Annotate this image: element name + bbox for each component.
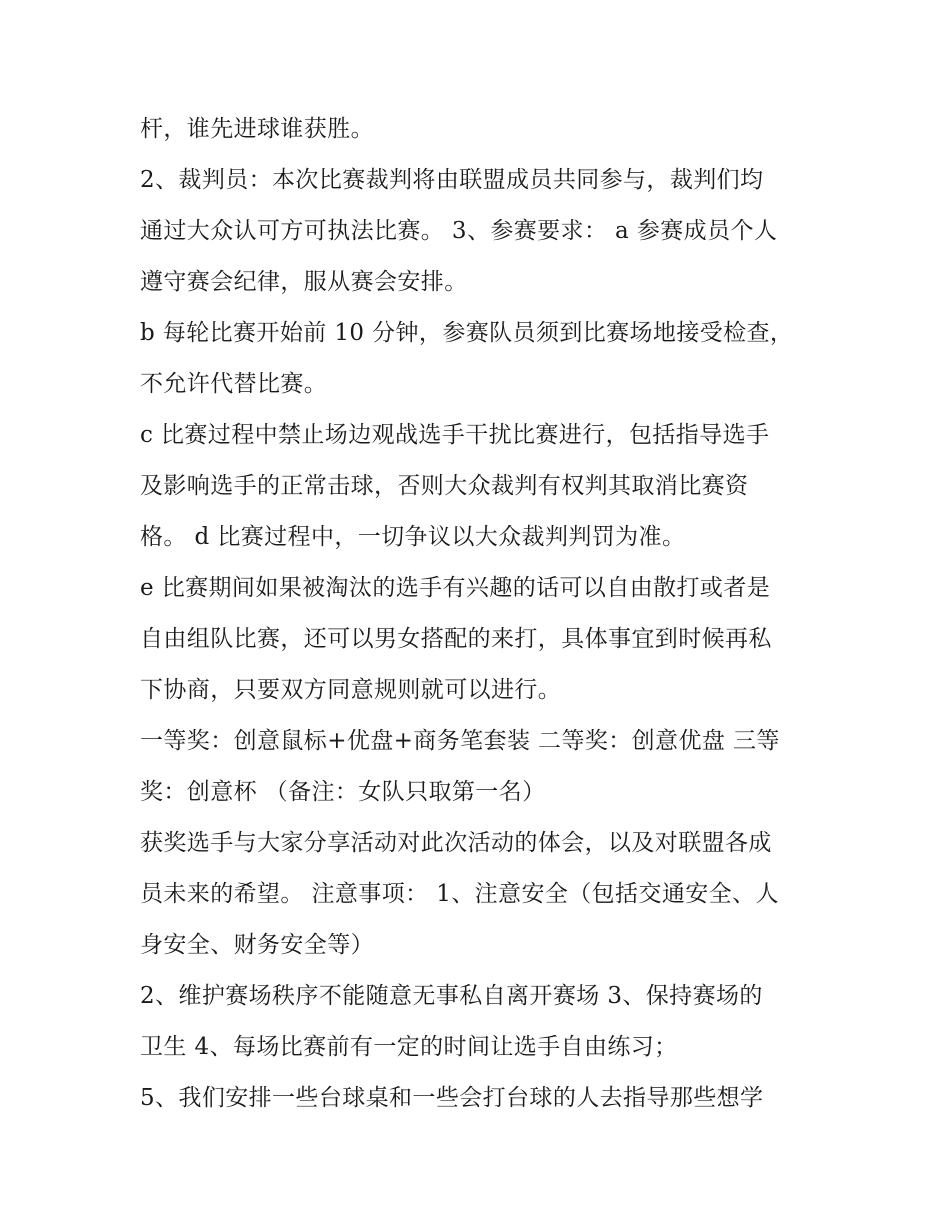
text-line: e 比赛期间如果被淘汰的选手有兴趣的话可以自由散打或者是 <box>140 575 771 601</box>
text-line: 奖：创意杯 （备注：女队只取第一名） <box>140 779 546 805</box>
text-line: 遵守赛会纪律，服从赛会安排。 <box>140 269 468 295</box>
text-line: 2、裁判员：本次比赛裁判将由联盟成员共同参与，裁判们均 <box>140 167 764 193</box>
text-line: 身安全、财务安全等） <box>140 932 374 958</box>
text-line: 5、我们安排一些台球桌和一些会打台球的人去指导那些想学 <box>140 1085 764 1111</box>
text-line: b 每轮比赛开始前 10 分钟，参赛队员须到比赛场地接受检查， <box>140 320 794 346</box>
text-line: 下协商，只要双方同意规则就可以进行。 <box>140 677 562 703</box>
text-line: 自由组队比赛，还可以男女搭配的来打，具体事宜到时候再私 <box>140 626 772 652</box>
text-line: 一等奖：创意鼠标+优盘+商务笔套装 二等奖：创意优盘 三等 <box>140 728 780 754</box>
document-body <box>140 104 820 1124</box>
text-line: 格。 d 比赛过程中，一切争议以大众裁判判罚为准。 <box>140 524 686 550</box>
text-line: 不允许代替比赛。 <box>140 371 328 397</box>
text-line: c 比赛过程中禁止场边观战选手干扰比赛进行，包括指导选手 <box>140 422 770 448</box>
text-line: 获奖选手与大家分享活动对此次活动的体会，以及对联盟各成 <box>140 830 772 856</box>
text-line: 通过大众认可方可执法比赛。 3、参赛要求： a 参赛成员个人 <box>140 218 778 244</box>
text-line: 及影响选手的正常击球，否则大众裁判有权判其取消比赛资 <box>140 473 749 499</box>
text-line: 员未来的希望。 注意事项： 1、注意安全（包括交通安全、人 <box>140 881 779 907</box>
text-line: 2、维护赛场秩序不能随意无事私自离开赛场 3、保持赛场的 <box>140 983 763 1009</box>
text-line: 卫生 4、每场比赛前有一定的时间让选手自由练习； <box>140 1034 678 1060</box>
text-line: 杆，谁先进球谁获胜。 <box>140 116 374 142</box>
